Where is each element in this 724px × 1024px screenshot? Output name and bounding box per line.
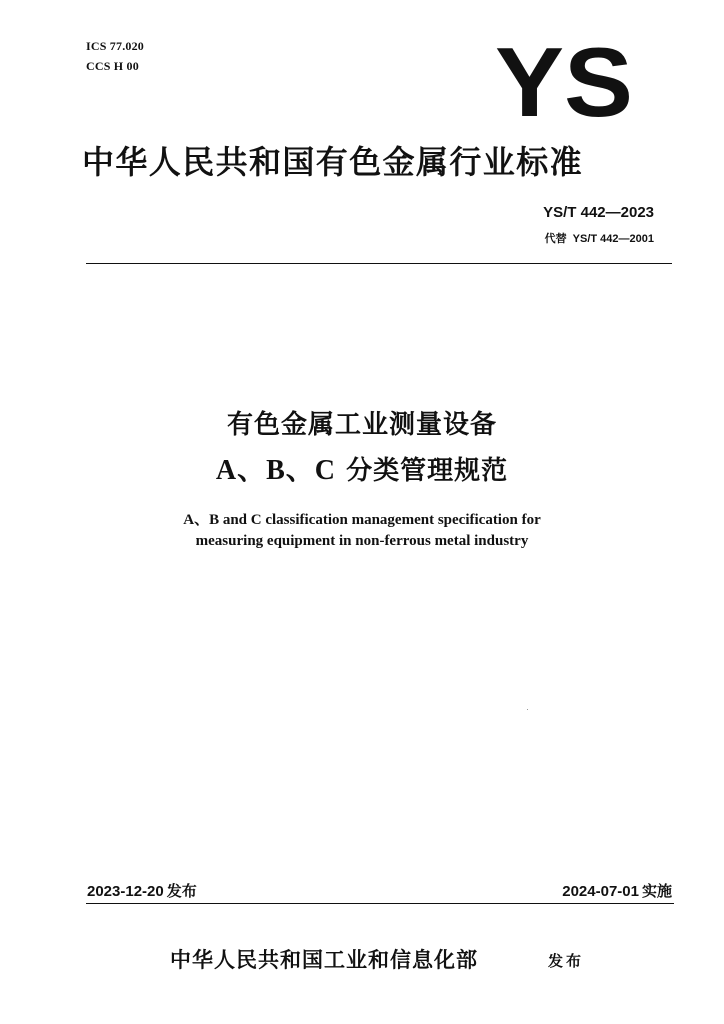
ys-logo xyxy=(494,40,634,120)
issuing-authority: 中华人民共和国工业和信息化部 xyxy=(170,948,478,972)
title-cn-latin: A、B、C xyxy=(215,455,337,486)
ccs-code: CCS H 00 xyxy=(86,59,139,73)
issue-date: 2023-12-20 xyxy=(87,883,164,900)
title-cn-rest: 分类管理规范 xyxy=(336,456,509,486)
standard-organization: 中华人民共和国有色金属行业标准 xyxy=(82,143,584,181)
issue-date-line xyxy=(87,880,197,901)
issuing-suffix: 发布 xyxy=(548,952,585,970)
issue-label: 发布 xyxy=(166,882,197,900)
top-divider xyxy=(86,263,672,264)
title-cn-line1: 有色金属工业测量设备 xyxy=(226,410,497,440)
implement-date: 2024-07-01 xyxy=(562,883,639,900)
scan-speck xyxy=(527,709,528,710)
title-en-line2: measuring equipment in non-ferrous metal industry xyxy=(195,533,529,549)
replaces-line xyxy=(539,230,654,246)
replaces-label: 代替 xyxy=(544,233,567,245)
classification-codes xyxy=(86,36,144,76)
title-cn-line2 xyxy=(0,448,724,488)
ics-code: ICS 77.020 xyxy=(86,39,145,53)
standard-number: YS/T 442—2023 xyxy=(543,204,654,221)
implement-date-line xyxy=(562,880,672,901)
title-en-line1: A、B and C classification management specification for xyxy=(183,512,541,528)
bottom-divider xyxy=(86,903,674,904)
replaces-number: YS/T 442—2001 xyxy=(572,233,654,245)
implement-label: 实施 xyxy=(641,882,672,900)
ys-logo-text: YS xyxy=(495,40,633,120)
